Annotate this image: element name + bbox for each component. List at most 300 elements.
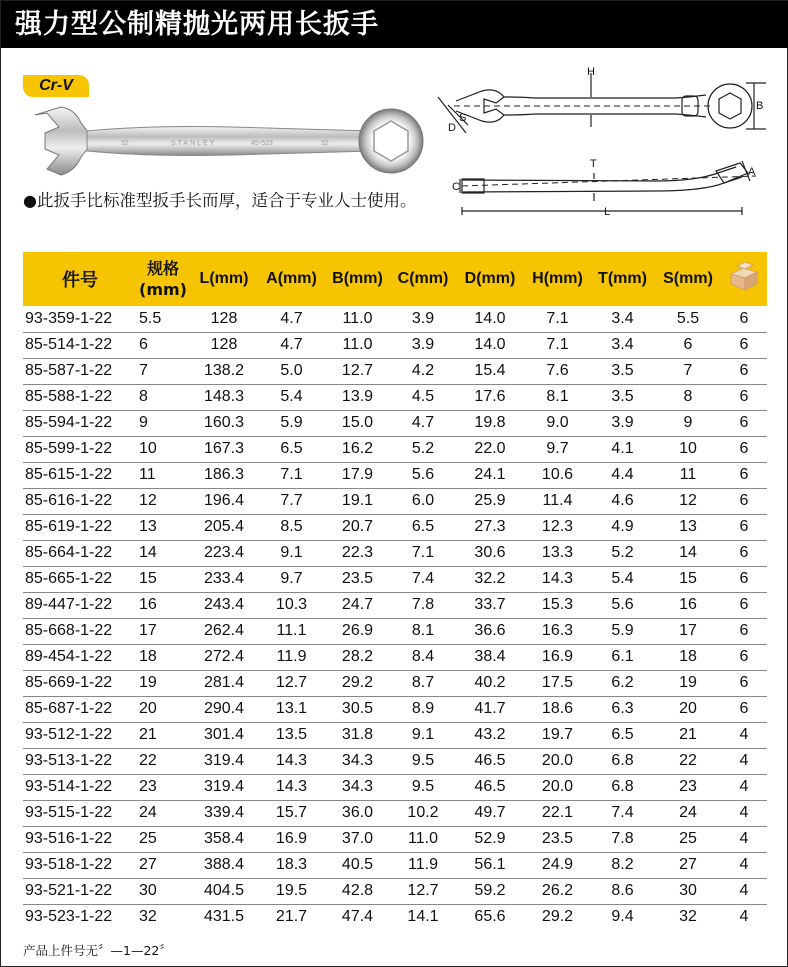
cell-D: 40.2 [455,670,525,696]
cell-size: 21 [137,722,189,748]
cell-B: 19.1 [324,488,391,514]
cell-C: 8.9 [391,696,455,722]
cell-A: 11.1 [259,618,324,644]
dim-label-A: A [748,166,756,178]
cell-B: 22.3 [324,540,391,566]
cell-part: 85-619-1-22 [23,514,137,540]
cell-T: 4.9 [590,514,655,540]
cell-size: 24 [137,800,189,826]
dim-label-C: C [452,181,460,193]
cell-S: 30 [655,878,721,904]
header-pack-qty [721,252,767,306]
cell-size: 23 [137,774,189,800]
cell-T: 8.6 [590,878,655,904]
cell-C: 6.0 [391,488,455,514]
cell-H: 15.3 [525,592,590,618]
cell-part: 85-687-1-22 [23,696,137,722]
cell-T: 3.5 [590,358,655,384]
cell-A: 11.9 [259,644,324,670]
cell-C: 7.1 [391,540,455,566]
cell-part: 85-615-1-22 [23,462,137,488]
table-row [23,878,767,904]
cell-C: 12.7 [391,878,455,904]
cell-part: 93-512-1-22 [23,722,137,748]
cell-T: 3.9 [590,410,655,436]
cell-D: 56.1 [455,852,525,878]
cell-pack-qty: 4 [721,748,767,774]
cell-H: 13.3 [525,540,590,566]
cell-size: 19 [137,670,189,696]
cell-A: 13.5 [259,722,324,748]
cell-A: 4.7 [259,332,324,358]
cell-S: 22 [655,748,721,774]
cell-C: 11.9 [391,852,455,878]
cell-T: 4.4 [590,462,655,488]
cell-S: 11 [655,462,721,488]
cell-part: 85-588-1-22 [23,384,137,410]
cell-pack-qty: 6 [721,384,767,410]
cell-L: 186.3 [189,462,259,488]
cell-L: 223.4 [189,540,259,566]
header-size [137,252,189,306]
cell-pack-qty: 6 [721,566,767,592]
cell-pack-qty: 4 [721,722,767,748]
cell-T: 3.4 [590,306,655,332]
cell-S: 18 [655,644,721,670]
cell-H: 20.0 [525,774,590,800]
table-row [23,410,767,436]
header-A: A(mm) [259,252,324,306]
table-row [23,644,767,670]
cell-C: 4.5 [391,384,455,410]
cell-A: 7.7 [259,488,324,514]
header-part-no: 件号 [23,252,137,306]
cell-pack-qty: 6 [721,436,767,462]
cell-B: 29.2 [324,670,391,696]
cell-size: 17 [137,618,189,644]
cell-pack-qty: 4 [721,774,767,800]
cell-T: 7.4 [590,800,655,826]
table-row [23,332,767,358]
cell-D: 27.3 [455,514,525,540]
cell-D: 14.0 [455,306,525,332]
cell-part: 85-594-1-22 [23,410,137,436]
cell-H: 12.3 [525,514,590,540]
cell-C: 8.1 [391,618,455,644]
cell-size: 10 [137,436,189,462]
cell-size: 22 [137,748,189,774]
cell-H: 17.5 [525,670,590,696]
cell-T: 6.1 [590,644,655,670]
cell-part: 85-587-1-22 [23,358,137,384]
cell-L: 319.4 [189,748,259,774]
header-T: T(mm) [590,252,655,306]
table-row [23,800,767,826]
cell-pack-qty: 6 [721,410,767,436]
cell-D: 32.2 [455,566,525,592]
cell-H: 9.0 [525,410,590,436]
cell-A: 16.9 [259,826,324,852]
cell-H: 18.6 [525,696,590,722]
cell-size: 8 [137,384,189,410]
cell-part: 93-523-1-22 [25,908,113,926]
cell-C: 5.2 [391,436,455,462]
cell-S: 24 [655,800,721,826]
cell-H: 20.0 [525,748,590,774]
cell-pack-qty: 4 [721,878,767,904]
cell-A: 5.9 [259,410,324,436]
cell-S: 10 [655,436,721,462]
wrench-photo [31,105,426,177]
cell-C: 11.0 [391,826,455,852]
dim-label-T: T [590,158,597,170]
cell-D: 14.0 [455,332,525,358]
cell-size: 12 [137,488,189,514]
cell-A: 14.3 [259,774,324,800]
cell-H: 22.1 [525,800,590,826]
cell-H: 14.3 [525,566,590,592]
cell-size: 7 [137,358,189,384]
cell-C: 5.6 [391,462,455,488]
cell-part: 85-599-1-22 [23,436,137,462]
dim-label-S: S [459,112,467,124]
cell-size: 30 [137,878,189,904]
cell-D: 38.4 [455,644,525,670]
cell-L: 431.5 [203,908,245,926]
table-row [23,592,767,618]
cell-part: 85-665-1-22 [23,566,137,592]
cell-H: 7.6 [525,358,590,384]
cell-pack-qty: 6 [721,618,767,644]
cell-S: 9 [655,410,721,436]
table-row [23,306,767,332]
cell-D: 36.6 [455,618,525,644]
cell-C: 4.2 [391,358,455,384]
cell-S: 13 [655,514,721,540]
header-H: H(mm) [525,252,590,306]
cell-pack-qty: 6 [721,696,767,722]
cell-A: 14.3 [259,748,324,774]
cell-B: 42.8 [324,878,391,904]
cell-size: 13 [137,514,189,540]
cell-D: 17.6 [455,384,525,410]
cell-B: 11.0 [324,306,391,332]
material-badge: Cr-V [23,75,89,97]
cell-B: 34.3 [324,748,391,774]
cell-H: 10.6 [525,462,590,488]
spec-table [23,252,767,930]
photo-brand-mark: STANLEY [171,140,217,147]
cell-C: 14.1 [407,908,439,926]
table-row [23,618,767,644]
table-row [23,904,767,930]
cell-S: 15 [655,566,721,592]
cell-H: 8.1 [525,384,590,410]
header-D: D(mm) [455,252,525,306]
dimension-diagram [426,63,786,223]
cell-B: 13.9 [324,384,391,410]
cell-size: 25 [137,826,189,852]
cell-size: 5.5 [137,306,189,332]
header-S: S(mm) [655,252,721,306]
description-text: 此扳手比标准型扳手长而厚，适合于专业人士使用。 [37,191,417,210]
cell-H: 11.4 [525,488,590,514]
cell-pack-qty: 6 [721,644,767,670]
table-row [23,852,767,878]
cell-L: 160.3 [189,410,259,436]
cell-part: 85-664-1-22 [23,540,137,566]
cell-L: 128 [189,332,259,358]
table-header-row [23,252,767,306]
cell-size: 15 [137,566,189,592]
cell-A: 6.5 [259,436,324,462]
header-C: C(mm) [391,252,455,306]
cell-B: 30.5 [324,696,391,722]
cell-C: 8.4 [391,644,455,670]
cell-L: 205.4 [189,514,259,540]
cell-H: 16.9 [525,644,590,670]
cell-part: 93-521-1-22 [23,878,137,904]
table-row [23,670,767,696]
cell-S: 8 [655,384,721,410]
cell-pack-qty: 4 [721,852,767,878]
cell-D: 24.1 [455,462,525,488]
cell-D: 43.2 [455,722,525,748]
cell-size: 20 [137,696,189,722]
cell-B: 31.8 [324,722,391,748]
cell-D: 65.6 [474,908,506,926]
cell-S: 7 [655,358,721,384]
cell-L: 262.4 [189,618,259,644]
cell-part: 93-516-1-22 [23,826,137,852]
cell-S: 23 [655,774,721,800]
table-row [23,826,767,852]
cell-L: 301.4 [189,722,259,748]
table-row [23,358,767,384]
table-row [23,722,767,748]
cell-C: 7.4 [391,566,455,592]
cell-B: 24.7 [324,592,391,618]
cell-C: 9.5 [391,748,455,774]
cell-A: 18.3 [259,852,324,878]
dim-label-B: B [756,100,764,112]
cell-T: 5.4 [590,566,655,592]
cell-C: 9.1 [391,722,455,748]
cell-S: 16 [655,592,721,618]
photo-size-right: 32 [321,140,329,147]
cell-pack-qty: 4 [721,800,767,826]
cell-T: 9.4 [611,908,634,926]
cell-L: 138.2 [189,358,259,384]
table-row [23,488,767,514]
product-description [23,189,423,213]
cell-part: 85-668-1-22 [23,618,137,644]
cell-part: 85-616-1-22 [23,488,137,514]
cell-C: 3.9 [391,306,455,332]
cell-T: 6.3 [590,696,655,722]
dim-label-H: H [587,66,595,78]
cell-T: 3.5 [590,384,655,410]
cell-pack-qty: 6 [721,462,767,488]
cell-A: 21.7 [275,908,308,926]
cell-C: 8.7 [391,670,455,696]
cell-size: 6 [137,332,189,358]
cell-B: 11.0 [324,332,391,358]
cell-H: 26.2 [525,878,590,904]
cell-S: 12 [655,488,721,514]
cell-L: 388.4 [189,852,259,878]
photo-code-mark: 45-523 [251,140,273,147]
cell-A: 19.5 [259,878,324,904]
header-B: B(mm) [324,252,391,306]
cell-A: 12.7 [259,670,324,696]
cell-S: 14 [655,540,721,566]
cell-S: 25 [655,826,721,852]
page-title: 强力型公制精抛光两用长扳手 [1,1,788,48]
cell-A: 5.4 [259,384,324,410]
cell-S: 20 [655,696,721,722]
cell-D: 15.4 [455,358,525,384]
photo-size-left: 32 [121,140,129,147]
cell-B: 34.3 [324,774,391,800]
cell-D: 33.7 [455,592,525,618]
cell-A: 8.5 [259,514,324,540]
cell-part: 93-359-1-22 [23,306,137,332]
cell-S: 6 [655,332,721,358]
cell-L: 358.4 [189,826,259,852]
table-row [23,566,767,592]
table-row [23,514,767,540]
table-row [23,462,767,488]
cell-part: 93-518-1-22 [23,852,137,878]
cell-S: 32 [679,908,697,926]
cell-D: 22.0 [455,436,525,462]
cell-A: 5.0 [259,358,324,384]
cell-B: 40.5 [324,852,391,878]
cell-size: 27 [137,852,189,878]
cell-pack-qty: 6 [721,488,767,514]
cell-T: 6.5 [590,722,655,748]
cell-part: 89-447-1-22 [23,592,137,618]
cell-pack-qty: 6 [721,540,767,566]
cell-L: 148.3 [189,384,259,410]
table-row [23,384,767,410]
cell-H: 19.7 [525,722,590,748]
cell-C: 3.9 [391,332,455,358]
cell-size: 14 [137,540,189,566]
cell-T: 5.6 [590,592,655,618]
cell-T: 5.2 [590,540,655,566]
box-stack-icon [727,260,761,294]
cell-L: 167.3 [189,436,259,462]
cell-A: 15.7 [259,800,324,826]
cell-S: 19 [655,670,721,696]
cell-H: 29.2 [541,908,574,926]
cell-C: 4.7 [391,410,455,436]
cell-L: 281.4 [189,670,259,696]
cell-size: 32 [139,908,157,926]
cell-L: 243.4 [189,592,259,618]
cell-pack-qty: 6 [721,358,767,384]
table-row [23,774,767,800]
cell-size: 18 [137,644,189,670]
cell-D: 19.8 [455,410,525,436]
cell-part: 93-514-1-22 [23,774,137,800]
cell-D: 52.9 [455,826,525,852]
cell-L: 128 [189,306,259,332]
cell-part: 93-515-1-22 [23,800,137,826]
cell-B: 20.7 [324,514,391,540]
cell-pack-qty: 6 [721,332,767,358]
cell-H: 23.5 [525,826,590,852]
cell-part: 85-669-1-22 [23,670,137,696]
table-row [23,748,767,774]
cell-L: 233.4 [189,566,259,592]
cell-H: 24.9 [525,852,590,878]
cell-D: 30.6 [455,540,525,566]
cell-T: 6.2 [590,670,655,696]
cell-part: 89-454-1-22 [23,644,137,670]
cell-pack-qty: 4 [739,908,749,926]
cell-T: 8.2 [590,852,655,878]
cell-A: 4.7 [259,306,324,332]
cell-B: 26.9 [324,618,391,644]
cell-S: 27 [655,852,721,878]
cell-T: 4.1 [590,436,655,462]
cell-B: 28.2 [324,644,391,670]
cell-T: 6.8 [590,774,655,800]
cell-C: 10.2 [391,800,455,826]
cell-B: 36.0 [324,800,391,826]
cell-A: 13.1 [259,696,324,722]
table-row [23,540,767,566]
cell-L: 404.5 [189,878,259,904]
cell-S: 21 [655,722,721,748]
cell-D: 49.7 [455,800,525,826]
cell-D: 46.5 [455,748,525,774]
cell-pack-qty: 4 [721,826,767,852]
cell-pack-qty: 6 [721,670,767,696]
cell-T: 4.6 [590,488,655,514]
cell-L: 196.4 [189,488,259,514]
cell-B: 16.2 [324,436,391,462]
cell-T: 6.8 [590,748,655,774]
cell-B: 37.0 [324,826,391,852]
cell-T: 7.8 [590,826,655,852]
cell-L: 290.4 [189,696,259,722]
cell-H: 16.3 [525,618,590,644]
cell-size: 16 [137,592,189,618]
cell-D: 46.5 [455,774,525,800]
cell-part: 93-513-1-22 [23,748,137,774]
cell-D: 59.2 [455,878,525,904]
cell-D: 25.9 [455,488,525,514]
cell-S: 17 [655,618,721,644]
cell-S: 5.5 [655,306,721,332]
cell-A: 10.3 [259,592,324,618]
bullet-dot: ● [23,191,37,210]
cell-B: 23.5 [324,566,391,592]
cell-pack-qty: 6 [721,514,767,540]
cell-pack-qty: 6 [721,306,767,332]
dim-label-D: D [448,122,456,134]
dim-label-L: L [604,206,611,218]
cell-B: 17.9 [324,462,391,488]
table-row [23,436,767,462]
header-size-line1: 规格 [146,259,179,278]
header-size-line2: (mm) [139,280,187,299]
cell-L: 319.4 [189,774,259,800]
